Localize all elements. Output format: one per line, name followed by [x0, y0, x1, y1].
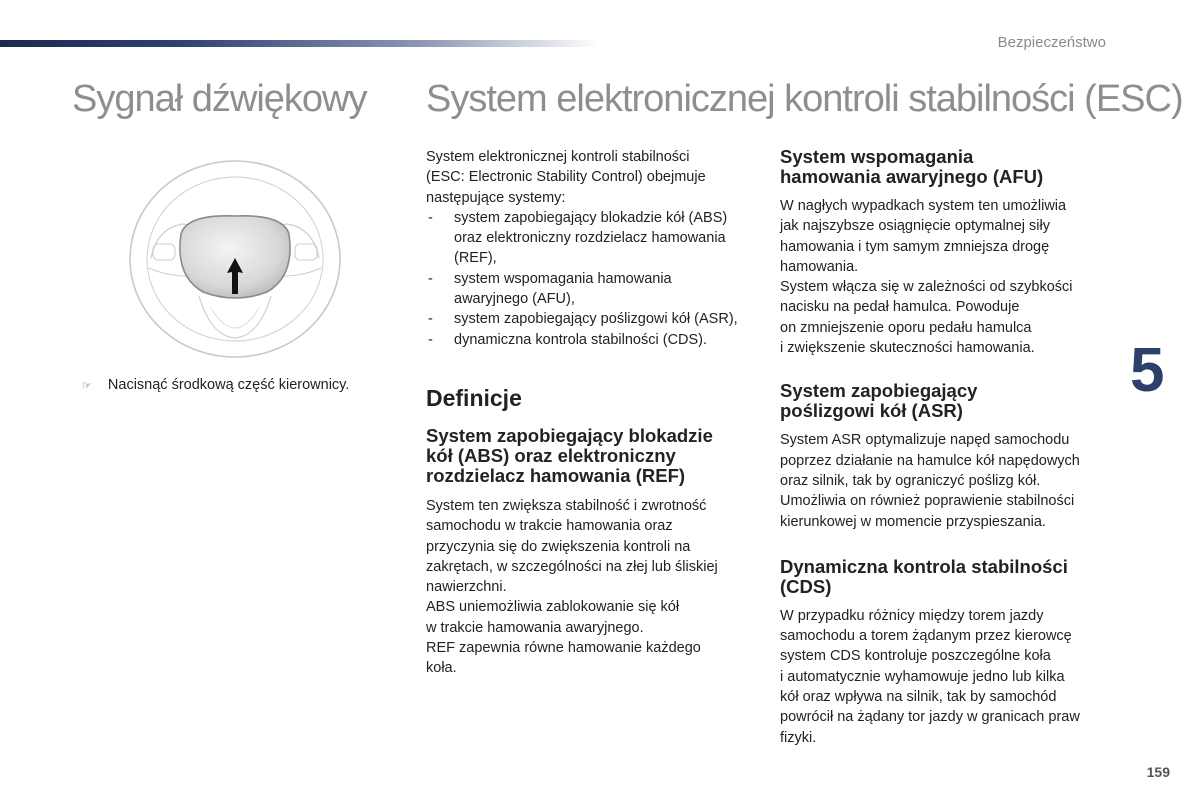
- esc-intro: System elektronicznej kontroli stabilności (ESC: Electronic Stability Control) obejmuje następujące systemy:: [426, 149, 706, 206]
- abs-heading: System zapobiegający blokadzie kół (ABS) oraz elektroniczny rozdzielacz hamowania (REF): [426, 424, 713, 486]
- horn-instruction-text: Nacisnąć środkową część kierownicy.: [107, 377, 350, 393]
- definitions-column: [780, 147, 1120, 748]
- cds-text: W przypadku różnicy między torem jazdy samochodu a torem żądanym przez kierowcę system CDS kontroluje poszczególne koła i automatycznie wyhamowuje jedno lub kilka kół oraz wpływa na silnik, tak by samochód powrócił na żądany tor jazdy w granicach praw fizyki.: [780, 607, 1080, 746]
- abs-text: System ten zwiększa stabilność i zwrotność samochodu w trakcie hamowania oraz przyczynia się do zwiększenia kontroli na zakrętach, w szczególności na złej lub śliskiej nawierzchni. ABS uniemożliwia zablokowanie się kół w trakcie hamowania awaryjnego. REF zapewnia równe hamowanie każdego koła.: [426, 497, 718, 677]
- steering-wheel-illustration: [127, 158, 343, 360]
- asr-heading: System zapobiegający poślizgowi kół (ASR): [780, 380, 978, 422]
- list-item: - system wspomagania hamowania awaryjnego (AFU),: [426, 269, 766, 310]
- esc-column: [426, 147, 766, 679]
- definitions-heading: Definicje: [426, 384, 522, 411]
- header-accent-bar: [0, 40, 600, 47]
- cds-heading: Dynamiczna kontrola stabilności (CDS): [780, 555, 1068, 597]
- page-number: 159: [1146, 764, 1170, 780]
- esc-title: System elektronicznej kontroli stabilności (ESC): [426, 78, 1183, 120]
- pointing-hand-icon: ☞: [82, 380, 92, 392]
- list-item: - system zapobiegający poślizgowi kół (ASR),: [426, 309, 766, 329]
- horn-title: Sygnał dźwiękowy: [72, 78, 367, 120]
- asr-text: System ASR optymalizuje napęd samochodu poprzez działanie na hamulce kół napędowych oraz silnik, tak by ograniczyć poślizg kół. Umożliwia on również poprawienie stabilności kierunkowej w momencie przyspieszania.: [780, 432, 1080, 530]
- chapter-number: 5: [1130, 336, 1165, 405]
- afu-text: W nagłych wypadkach system ten umożliwia jak najszybsze osiągnięcie optymalnej siły hamowania i tym samym zmniejsza drogę hamowania. System włącza się w zależności od szybkości nacisku na pedał hamulca. Powoduje on zmniejszenie oporu pedału hamulca i zwiększenie skuteczności hamowania.: [780, 198, 1073, 357]
- afu-heading: System wspomagania hamowania awaryjnego (AFU): [780, 146, 1044, 187]
- list-item: - dynamiczna kontrola stabilności (CDS).: [426, 330, 766, 350]
- list-item: - system zapobiegający blokadzie kół (ABS) oraz elektroniczny rozdzielacz hamowania (REF),: [426, 208, 766, 269]
- horn-instruction: [82, 377, 349, 393]
- esc-systems-list: [426, 208, 766, 350]
- section-label: Bezpieczeństwo: [997, 34, 1106, 51]
